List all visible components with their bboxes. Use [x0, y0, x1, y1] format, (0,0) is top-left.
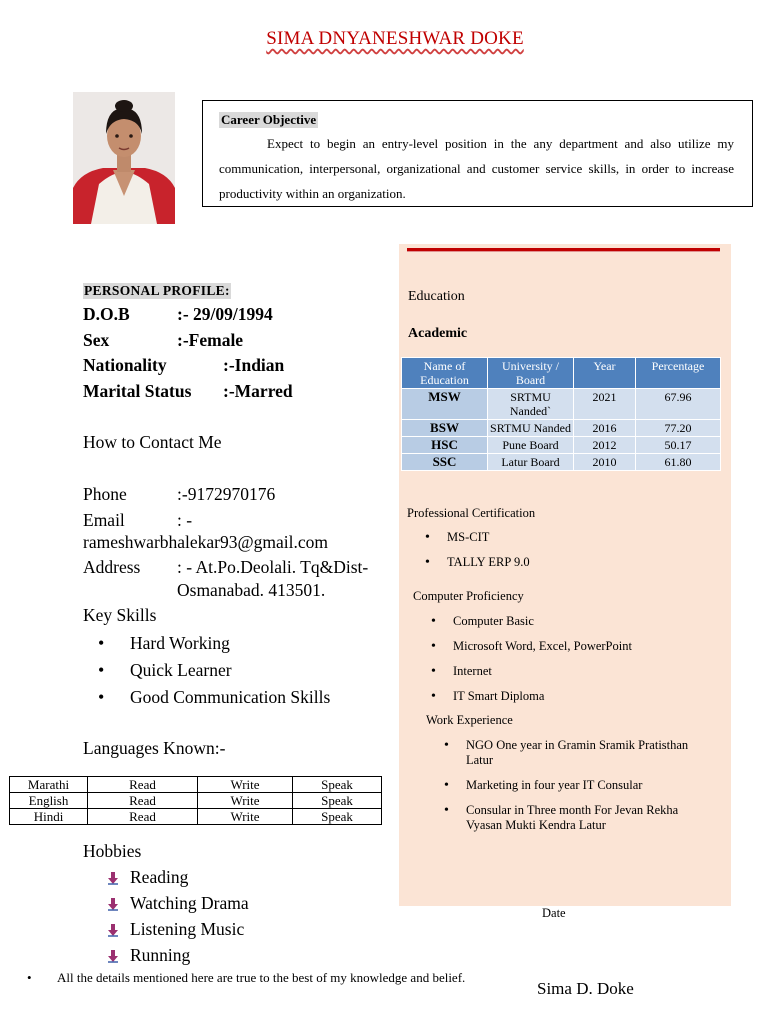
sidebar-divider — [407, 248, 720, 252]
declaration — [27, 970, 465, 986]
academic-heading: Academic — [408, 326, 468, 341]
education-year: 2012 — [574, 437, 636, 454]
table-row — [10, 793, 382, 809]
address-line-1: : - At.Po.Deolali. Tq&Dist- — [177, 557, 369, 577]
sex-value: :-Female — [177, 330, 244, 350]
key-skills-list — [98, 631, 330, 712]
list-item: • Good Communication Skills — [98, 685, 330, 712]
arrow-down-bullet-icon — [106, 897, 120, 911]
language-write: Write — [198, 809, 293, 825]
hobbies-list — [106, 865, 249, 969]
education-year: 2021 — [574, 389, 636, 420]
education-table-header — [402, 358, 721, 389]
dob-label: D.O.B — [83, 304, 130, 324]
marital-status-label: Marital Status — [83, 381, 192, 401]
language-read: Read — [88, 809, 198, 825]
key-skills-heading: Key Skills — [83, 605, 157, 625]
list-item — [106, 865, 249, 891]
list-item: • Computer Basic — [431, 614, 632, 629]
nationality-value: :-Indian — [223, 355, 285, 375]
email-label: Email — [83, 510, 125, 530]
languages-table — [9, 776, 382, 825]
email-address-link[interactable]: rameshwarbhalekar93@gmail.com — [83, 532, 328, 552]
career-objective-heading: Career Objective — [221, 112, 317, 127]
hobby-label: Reading — [130, 867, 189, 887]
table-row — [10, 777, 382, 793]
bullet-icon: • — [27, 970, 32, 985]
declaration-text: All the details mentioned here are true to the best of my knowledge and belief. — [57, 970, 466, 985]
person-photo-icon — [73, 92, 175, 224]
list-item: • Hard Working — [98, 631, 330, 658]
language-read: Read — [88, 793, 198, 809]
language-write: Write — [198, 793, 293, 809]
list-item: • Internet — [431, 664, 632, 679]
arrow-down-bullet-icon — [106, 871, 120, 885]
education-heading: Education — [408, 289, 465, 304]
languages-heading: Languages Known:- — [83, 738, 226, 758]
dob-value: :- 29/09/1994 — [177, 304, 273, 324]
personal-profile-heading: PERSONAL PROFILE: — [84, 283, 230, 298]
address-label: Address — [83, 557, 141, 577]
list-item: • Marketing in four year IT Consular — [444, 778, 689, 793]
language-name: English — [10, 793, 88, 809]
list-item: • MS-CIT — [425, 530, 530, 545]
list-item — [106, 943, 249, 969]
arrow-down-bullet-icon — [106, 923, 120, 937]
profile-photo — [73, 92, 175, 224]
column-header: Year — [574, 358, 636, 389]
nationality-label: Nationality — [83, 355, 167, 375]
certification-list — [425, 530, 530, 570]
sex-label: Sex — [83, 330, 110, 350]
language-read: Read — [88, 777, 198, 793]
hobby-label: Watching Drama — [130, 893, 249, 913]
list-item — [106, 891, 249, 917]
certification-heading: Professional Certification — [407, 506, 536, 520]
language-speak: Speak — [293, 777, 382, 793]
table-row — [402, 437, 721, 454]
list-item: • Microsoft Word, Excel, PowerPoint — [431, 639, 632, 654]
list-item: • Consular in Three month For Jevan Rekha Vyasan Mukti Kendra Latur — [444, 803, 689, 833]
signature: Sima D. Doke — [537, 979, 634, 998]
column-header: University / Board — [488, 358, 574, 389]
list-item: • Quick Learner — [98, 658, 330, 685]
education-table — [401, 357, 721, 471]
education-level: HSC — [402, 437, 488, 454]
language-write: Write — [198, 777, 293, 793]
list-item — [106, 917, 249, 943]
resume-name: SIMA DNYANESHWAR DOKE — [266, 28, 524, 49]
education-sidebar — [399, 244, 731, 906]
language-speak: Speak — [293, 793, 382, 809]
column-header: Percentage — [636, 358, 721, 389]
work-experience-heading: Work Experience — [426, 713, 513, 727]
phone-value: :-9172970176 — [177, 484, 276, 504]
education-board: SRTMU Nanded — [488, 420, 574, 437]
education-year: 2010 — [574, 454, 636, 471]
table-row — [402, 454, 721, 471]
arrow-down-bullet-icon — [106, 949, 120, 963]
education-board: SRTMU Nanded` — [488, 389, 574, 420]
table-row — [402, 420, 721, 437]
table-row — [10, 809, 382, 825]
education-level: MSW — [402, 389, 488, 420]
work-experience-list — [444, 738, 689, 833]
computer-proficiency-list — [431, 614, 632, 704]
language-name: Marathi — [10, 777, 88, 793]
education-percentage: 50.17 — [636, 437, 721, 454]
email-separator: : - — [177, 510, 193, 530]
computer-proficiency-heading: Computer Proficiency — [413, 589, 524, 603]
hobby-label: Running — [130, 945, 191, 965]
career-objective-text: Expect to begin an entry-level position in the any department and also utilize my communication, interpersonal, organizational and customer service skills, in order to increase productivity within an organization. — [219, 136, 734, 201]
education-percentage: 61.80 — [636, 454, 721, 471]
education-board: Latur Board — [488, 454, 574, 471]
hobbies-heading: Hobbies — [83, 841, 142, 861]
education-year: 2016 — [574, 420, 636, 437]
education-percentage: 77.20 — [636, 420, 721, 437]
career-objective-box — [202, 100, 753, 207]
list-item: • TALLY ERP 9.0 — [425, 555, 530, 570]
language-name: Hindi — [10, 809, 88, 825]
list-item: • IT Smart Diploma — [431, 689, 632, 704]
education-level: SSC — [402, 454, 488, 471]
contact-heading: How to Contact Me — [83, 432, 222, 452]
column-header: Name of Education — [402, 358, 488, 389]
education-level: BSW — [402, 420, 488, 437]
education-board: Pune Board — [488, 437, 574, 454]
list-item: • NGO One year in Gramin Sramik Pratisthan Latur — [444, 738, 689, 768]
table-row — [402, 389, 721, 420]
phone-label: Phone — [83, 484, 127, 504]
hobby-label: Listening Music — [130, 919, 245, 939]
address-line-2: Osmanabad. 413501. — [177, 580, 326, 600]
date-label: Date — [542, 906, 566, 920]
education-percentage: 67.96 — [636, 389, 721, 420]
language-speak: Speak — [293, 809, 382, 825]
marital-status-value: :-Marred — [223, 381, 293, 401]
